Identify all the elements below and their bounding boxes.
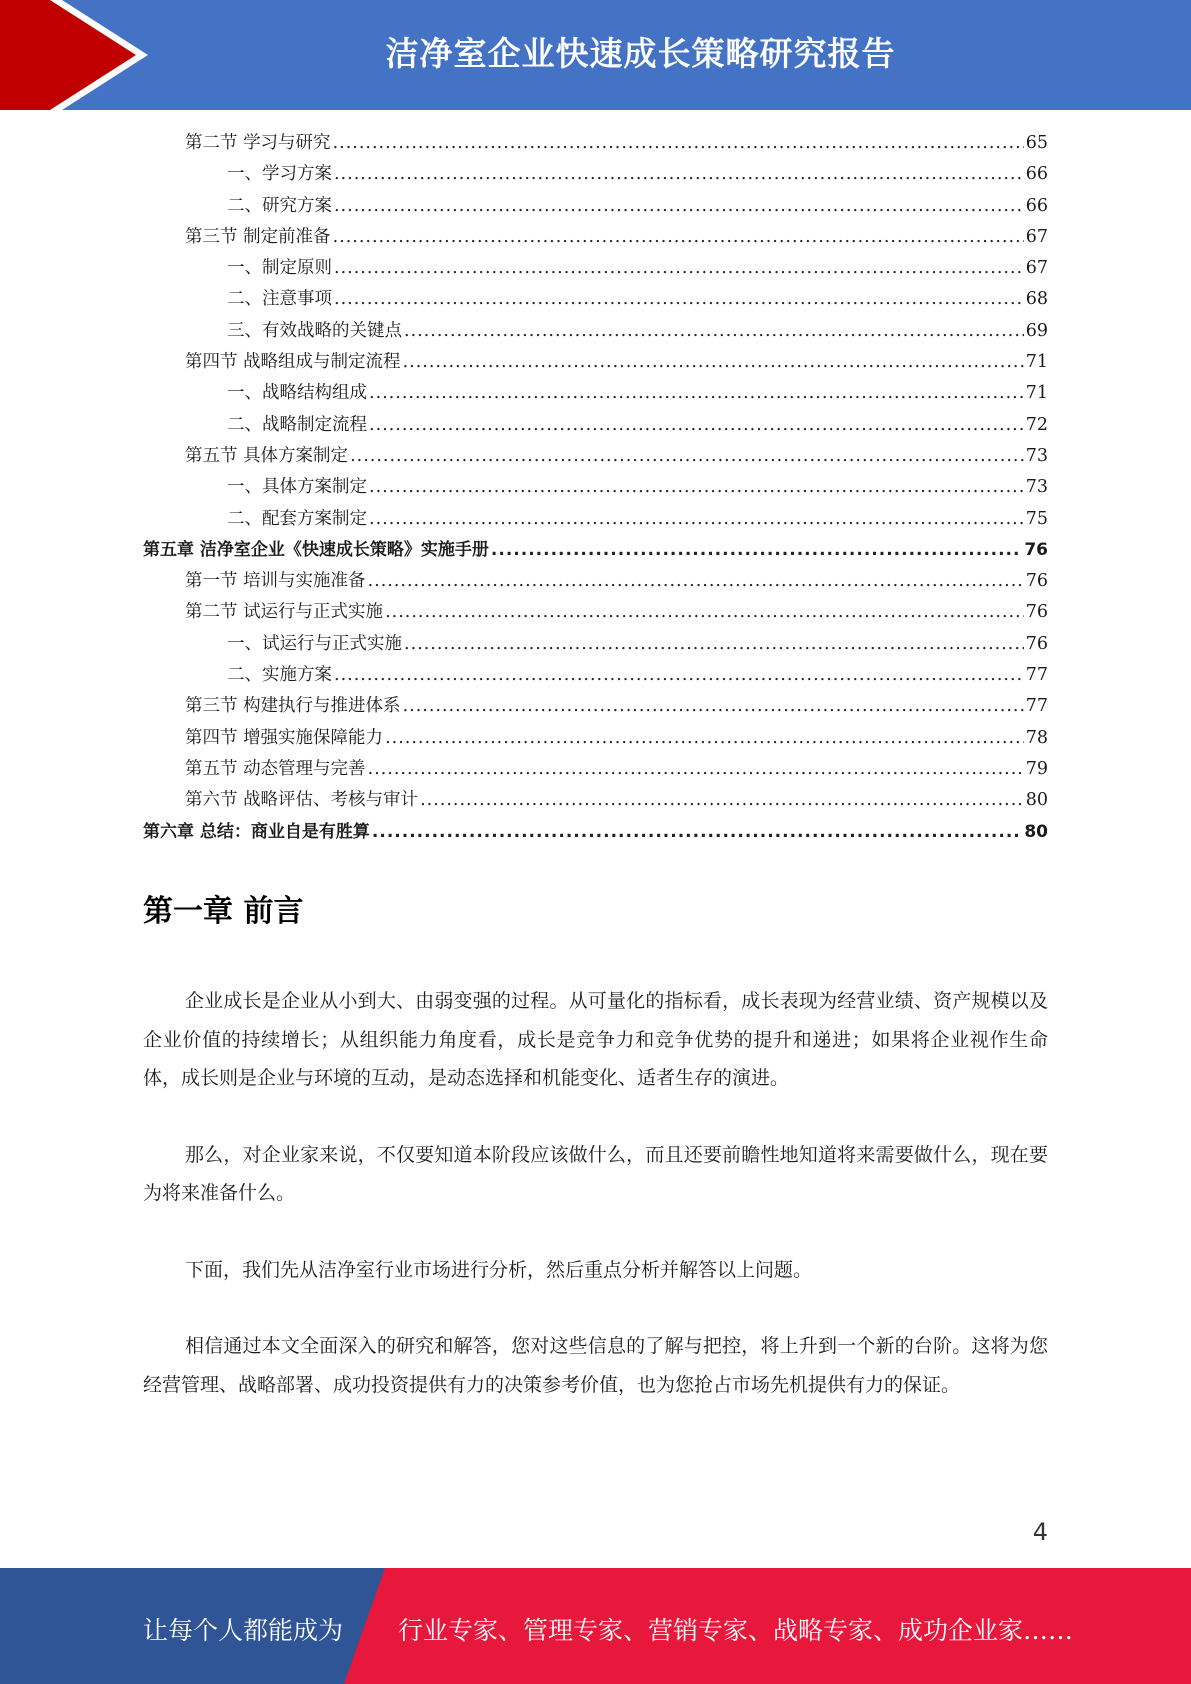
footer-slogan-left: 让每个人都能成为 (143, 1616, 344, 1645)
toc-entry[interactable] (143, 159, 1048, 190)
toc-dot-leader (369, 472, 1024, 503)
toc-entry-page: 65 (1025, 133, 1048, 153)
toc-entry-label: 第二节 试运行与正式实施 (185, 602, 384, 623)
toc-entry-label: 第四节 战略组成与制定流程 (185, 352, 401, 373)
toc-entry-label: 一、试运行与正式实施 (227, 633, 402, 654)
toc-entry[interactable] (143, 191, 1048, 222)
toc-entry[interactable] (143, 253, 1048, 284)
toc-entry-label: 第五节 具体方案制定 (185, 445, 349, 466)
toc-entry-label: 第四节 增强实施保障能力 (185, 727, 384, 748)
toc-entry-page: 71 (1025, 383, 1048, 404)
toc-entry-label: 二、配套方案制定 (227, 508, 367, 529)
toc-entry-label: 第一节 培训与实施准备 (185, 571, 366, 592)
toc-entry[interactable] (143, 817, 1048, 848)
toc-entry-page: 67 (1025, 226, 1048, 247)
toc-entry-page: 77 (1025, 696, 1048, 717)
toc-entry[interactable] (143, 597, 1048, 628)
toc-dot-leader (403, 691, 1024, 722)
table-of-contents (143, 128, 1048, 848)
toc-dot-leader (334, 159, 1024, 190)
report-title: 洁净室企业快速成长策略研究报告 (385, 34, 896, 73)
toc-dot-leader (333, 222, 1024, 253)
toc-dot-leader (420, 785, 1024, 816)
toc-entry-label: 第三节 制定前准备 (185, 226, 331, 247)
page-header (0, 0, 1191, 110)
toc-entry[interactable] (143, 785, 1048, 816)
toc-dot-leader (369, 378, 1024, 409)
toc-entry-page: 76 (1025, 571, 1048, 592)
toc-dot-leader (334, 284, 1024, 315)
paragraph: 相信通过本文全面深入的研究和解答，您对这些信息的了解与把控，将上升到一个新的台阶。这将为您经营管理、战略部署、成功投资提供有力的决策参考价值，也为您抢占市场先机提供有力的保证。 (143, 1335, 1048, 1396)
toc-entry-page: 80 (1025, 790, 1048, 811)
toc-entry-label: 二、实施方案 (227, 665, 332, 686)
toc-entry[interactable] (143, 535, 1048, 566)
toc-entry-label: 第二节 学习与研究 (185, 133, 331, 153)
paragraph: 那么，对企业家来说，不仅要知道本阶段应该做什么，而且还要前瞻性地知道将来需要做什么，现在要为将来准备什么。 (143, 1143, 1048, 1204)
toc-dot-leader (372, 817, 1022, 848)
toc-entry-page: 76 (1024, 539, 1048, 560)
toc-entry-page: 72 (1025, 414, 1048, 435)
toc-dot-leader (369, 410, 1024, 441)
paragraph: 企业成长是企业从小到大、由弱变强的过程。从可量化的指标看，成长表现为经营业绩、资产规模以及企业价值的持续增长；从组织能力角度看，成长是竞争力和竞争优势的提升和递进；如果将企业视作生命体，成长则是企业与环境的互动，是动态选择和机能变化、适者生存的演进。 (143, 990, 1048, 1089)
toc-entry[interactable] (143, 441, 1048, 472)
toc-dot-leader (368, 566, 1024, 597)
toc-entry-label: 二、研究方案 (227, 195, 332, 216)
toc-entry-page: 75 (1025, 508, 1048, 529)
toc-dot-leader (385, 597, 1024, 628)
toc-entry-label: 第五节 动态管理与完善 (185, 758, 366, 779)
toc-entry-label: 第六章 总结：商业自是有胜算 (143, 821, 370, 842)
toc-entry[interactable] (143, 347, 1048, 378)
toc-dot-leader (404, 629, 1024, 660)
toc-entry-label: 一、学习方案 (227, 164, 332, 185)
toc-entry[interactable] (143, 284, 1048, 315)
toc-dot-leader (404, 316, 1024, 347)
toc-dot-leader (334, 253, 1024, 284)
toc-entry[interactable] (143, 660, 1048, 691)
toc-entry-page: 73 (1025, 445, 1048, 466)
toc-entry[interactable] (143, 723, 1048, 754)
toc-entry[interactable] (143, 629, 1048, 660)
toc-dot-leader (350, 441, 1024, 472)
toc-dot-leader (403, 347, 1024, 378)
toc-entry-page: 67 (1025, 258, 1048, 279)
toc-entry-page: 73 (1025, 477, 1048, 498)
toc-dot-leader (334, 660, 1024, 691)
toc-entry[interactable] (143, 222, 1048, 253)
toc-entry-label: 第三节 构建执行与推进体系 (185, 696, 401, 717)
toc-entry-page: 68 (1025, 289, 1048, 310)
toc-entry-page: 66 (1025, 164, 1048, 185)
toc-entry-page: 66 (1025, 195, 1048, 216)
toc-entry-page: 80 (1024, 821, 1048, 842)
toc-entry[interactable] (143, 316, 1048, 347)
toc-entry[interactable] (143, 472, 1048, 503)
toc-dot-leader (368, 754, 1024, 785)
toc-entry[interactable] (143, 504, 1048, 535)
toc-entry-page: 71 (1025, 352, 1048, 373)
toc-entry[interactable] (143, 378, 1048, 409)
toc-entry[interactable] (143, 410, 1048, 441)
toc-entry[interactable] (143, 566, 1048, 597)
chapter-body (143, 982, 1048, 1442)
toc-entry[interactable] (143, 128, 1048, 159)
toc-entry-page: 78 (1025, 727, 1048, 748)
toc-entry-label: 第五章 洁净室企业《快速成长策略》实施手册 (143, 539, 489, 560)
toc-dot-leader (333, 128, 1024, 159)
toc-entry[interactable] (143, 691, 1048, 722)
toc-dot-leader (491, 535, 1022, 566)
toc-entry-page: 76 (1025, 602, 1048, 623)
toc-entry-label: 一、制定原则 (227, 258, 332, 279)
page-footer (0, 1568, 1191, 1684)
toc-entry-label: 三、有效战略的关键点 (227, 320, 402, 341)
toc-dot-leader (385, 723, 1024, 754)
footer-slogan-right: 行业专家、管理专家、营销专家、战略专家、成功企业家…… (398, 1616, 1074, 1645)
toc-entry-label: 一、战略结构组成 (227, 383, 367, 404)
toc-dot-leader (334, 191, 1024, 222)
toc-entry-label: 二、注意事项 (227, 289, 332, 310)
toc-entry-label: 二、战略制定流程 (227, 414, 367, 435)
toc-entry-page: 77 (1025, 665, 1048, 686)
toc-entry[interactable] (143, 754, 1048, 785)
toc-entry-page: 69 (1025, 320, 1048, 341)
chapter-heading: 第一章 前言 (143, 894, 304, 929)
toc-entry-page: 76 (1025, 633, 1048, 654)
toc-entry-page: 79 (1025, 758, 1048, 779)
toc-entry-label: 一、具体方案制定 (227, 477, 367, 498)
page-number: 4 (1032, 1518, 1048, 1546)
paragraph: 下面，我们先从洁净室行业市场进行分析，然后重点分析并解答以上问题。 (185, 1258, 813, 1281)
toc-entry-label: 第六节 战略评估、考核与审计 (185, 790, 419, 811)
toc-dot-leader (369, 504, 1024, 535)
